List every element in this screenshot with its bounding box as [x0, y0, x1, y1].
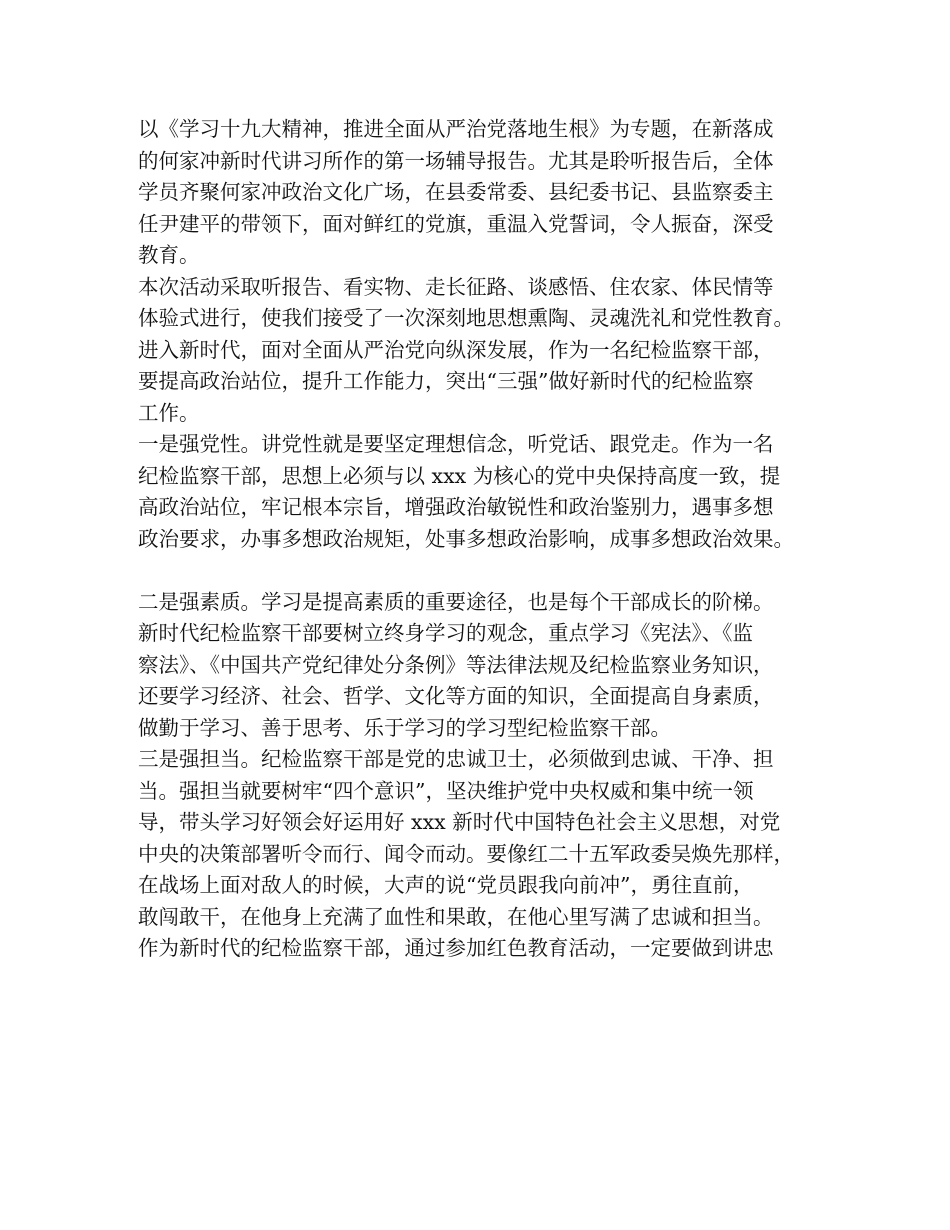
- text-line: 导，带头学习好领会好运用好 xxx 新时代中国特色社会主义思想，对党: [138, 810, 781, 834]
- text-line: 中央的决策部署听令而行、闻令而动。要像红二十五军政委吴焕先那样，: [138, 841, 794, 866]
- text-line: 体验式进行，使我们接受了一次深刻地思想熏陶、灵魂洗礼和党性教育。: [138, 306, 794, 330]
- text-line: 做勤于学习、善于思考、乐于学习的学习型纪检监察干部。: [138, 715, 671, 740]
- text-line: 本次活动采取听报告、看实物、走长征路、谈感悟、住农家、体民情等: [138, 274, 774, 299]
- document-body: [138, 114, 828, 965]
- text-line: 一是强党性。讲党性就是要坚定理想信念，听党话、跟党走。作为一名: [138, 432, 774, 456]
- text-line: 当。强担当就要树牢“四个意识”，坚决维护党中央权威和集中统一领: [138, 778, 754, 803]
- text-line: 要提高政治站位，提升工作能力，突出“三强”做好新时代的纪检监察: [138, 369, 754, 393]
- text-line: 二是强素质。学习是提高素质的重要途径，也是每个干部成长的阶梯。: [138, 589, 774, 614]
- text-line: 察法》、《中国共产党纪律处分条例》等法律法规及纪检监察业务知识，: [138, 652, 774, 677]
- blank-line: [138, 555, 828, 587]
- text-line: 在战场上面对敌人的时候，大声的说“党员跟我向前冲”，勇往直前，: [138, 873, 754, 897]
- text-line: 学员齐聚何家冲政治文化广场，在县委常委、县纪委书记、县监察委主: [138, 180, 774, 204]
- text-line: 教育。: [138, 243, 200, 267]
- text-line: 以《学习十九大精神，推进全面从严治党落地生根》为专题，在新落成: [138, 117, 774, 141]
- text-line: 工作。: [138, 400, 200, 425]
- text-line: 三是强担当。纪检监察干部是党的忠诚卫士，必须做到忠诚、干净、担: [138, 747, 774, 771]
- text-line: 高政治站位，牢记根本宗旨，增强政治敏锐性和政治鉴别力，遇事多想: [138, 495, 774, 519]
- text-line: 敢闯敢干，在他身上充满了血性和果敢，在他心里写满了忠诚和担当。: [138, 904, 774, 929]
- text-line: 纪检监察干部，思想上必须与以 xxx 为核心的党中央保持高度一致，提: [138, 463, 781, 488]
- text-line: 还要学习经济、社会、哲学、文化等方面的知识，全面提高自身素质，: [138, 684, 774, 708]
- text-line: 任尹建平的带领下，面对鲜红的党旗，重温入党誓词，令人振奋，深受: [138, 211, 774, 236]
- text-line: 进入新时代，面对全面从严治党向纵深发展，作为一名纪检监察干部，: [138, 337, 774, 362]
- text-line: 的何家冲新时代讲习所作的第一场辅导报告。尤其是聆听报告后，全体: [138, 148, 774, 173]
- text-line: 作为新时代的纪检监察干部，通过参加红色教育活动，一定要做到讲忠: [138, 936, 774, 960]
- text-line: 新时代纪检监察干部要树立终身学习的观念，重点学习《宪法》、《监: [138, 621, 753, 645]
- text-line: 政治要求，办事多想政治规矩，处事多想政治影响，成事多想政治效果。: [138, 526, 794, 551]
